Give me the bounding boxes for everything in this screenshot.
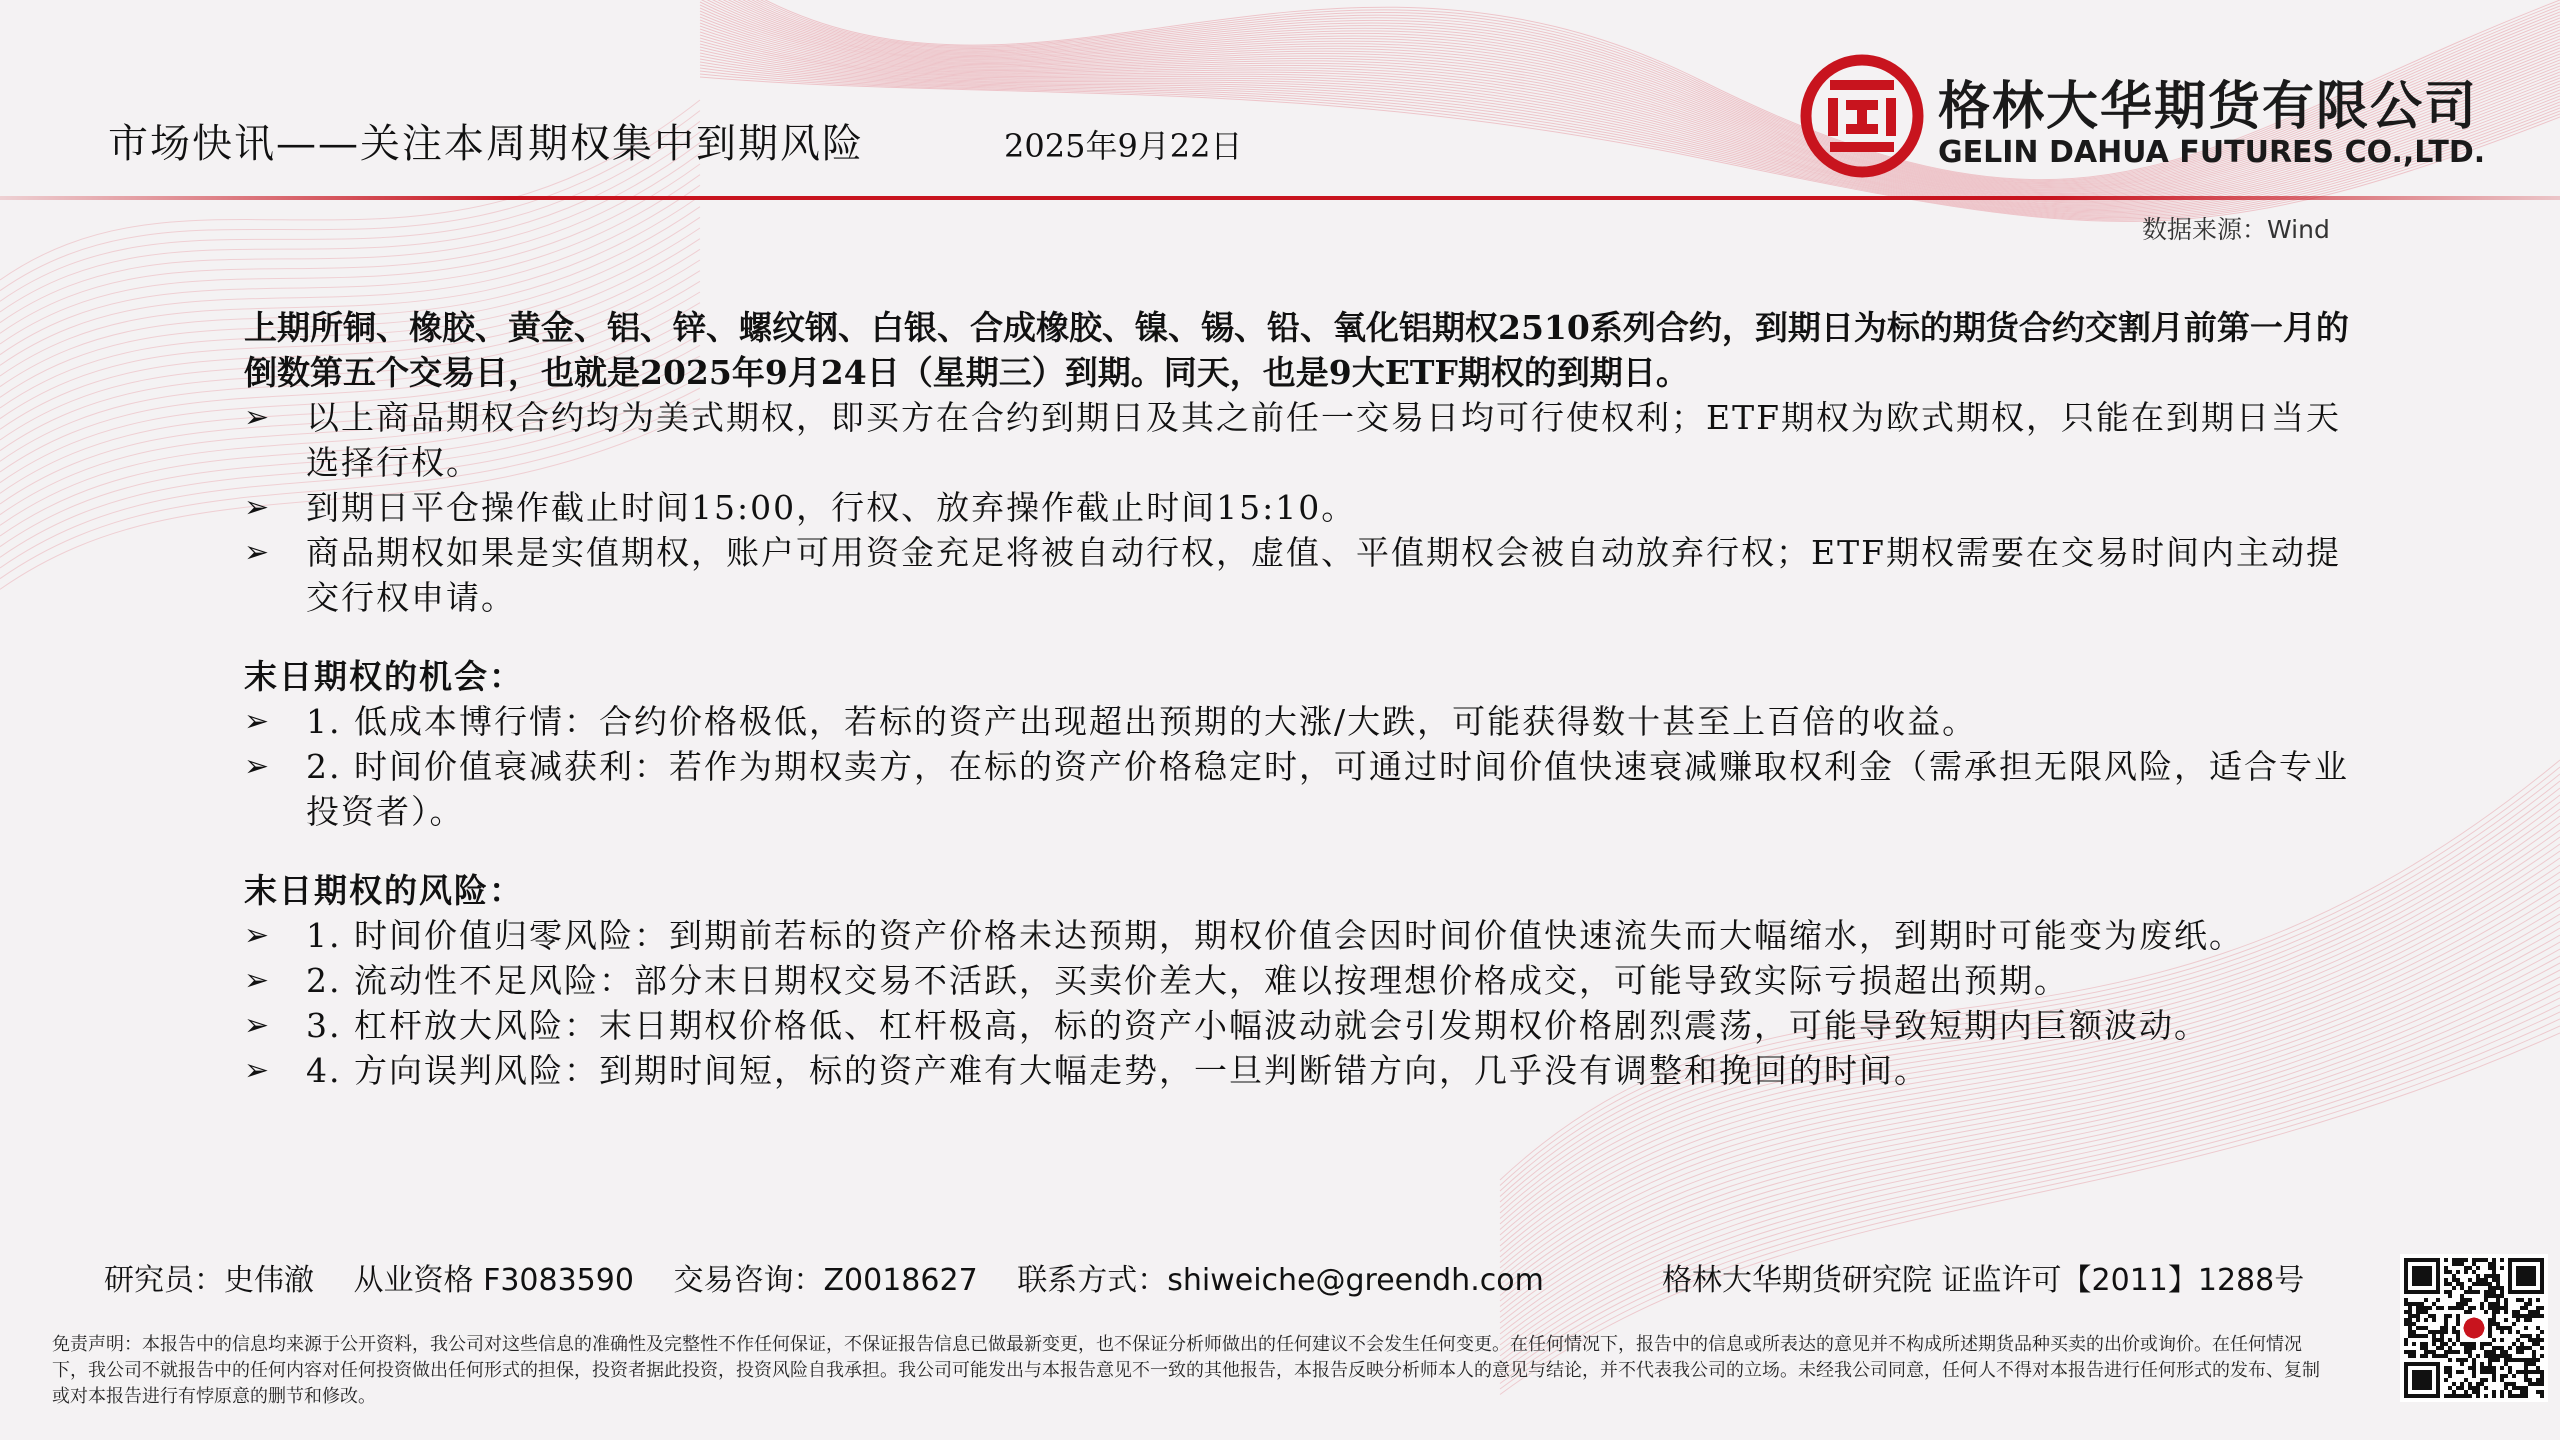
risk-text: 4. 方向误判风险：到期时间短，标的资产难有大幅走势，一旦判断错方向，几乎没有调整和挽回的时间。: [306, 1051, 1929, 1090]
list-item: [244, 485, 2374, 530]
contact-email[interactable]: 联系方式：shiweiche@greendh.com: [1017, 1263, 1544, 1298]
consult-number: 交易咨询：Z0018627: [673, 1263, 978, 1298]
arrow-bullet-icon: ➢: [244, 400, 272, 435]
arrow-bullet-icon: ➢: [244, 704, 272, 739]
opportunities-list: [244, 699, 2374, 834]
institute-license: 格林大华期货研究院 证监许可【2011】1288号: [1662, 1263, 2305, 1298]
rule-text: 以上商品期权合约均为美式期权，即买方在合约到期日及其之前任一交易日均可行使权利；ETF期权为欧式期权，只能在到期日当天选择行权。: [306, 398, 2341, 482]
exercise-rules-list: [244, 395, 2374, 620]
qr-code-icon[interactable]: [2400, 1254, 2548, 1402]
company-logo-icon: [1800, 54, 1924, 178]
author-info: [104, 1255, 1574, 1299]
arrow-bullet-icon: ➢: [244, 535, 272, 570]
list-item: [244, 1048, 2374, 1093]
arrow-bullet-icon: ➢: [244, 490, 272, 525]
list-item: [244, 1003, 2374, 1048]
opportunity-text: 1. 低成本博行情：合约价格极低，若标的资产出现超出预期的大涨/大跌，可能获得数十甚至上百倍的收益。: [306, 702, 1978, 741]
license-number: 从业资格 F3083590: [353, 1263, 634, 1298]
risk-text: 2. 流动性不足风险：部分末日期权交易不活跃，买卖价差大，难以按理想价格成交，可能导致实际亏损超出预期。: [306, 961, 2069, 1000]
arrow-bullet-icon: ➢: [244, 1053, 272, 1088]
risk-text: 3. 杠杆放大风险：末日期权价格低、杠杆极高，标的资产小幅波动就会引发期权价格剧烈震荡，可能导致短期内巨额波动。: [306, 1006, 2209, 1045]
intro-paragraph: 上期所铜、橡胶、黄金、铝、锌、螺纹钢、白银、合成橡胶、镍、锡、铅、氧化铝期权2510系列合约，到期日为标的期货合约交割月前第一月的倒数第五个交易日，也就是2025年9月24日（星期三）到期。同天，也是9大ETF期权的到期日。: [244, 308, 2349, 392]
risk-text: 1. 时间价值归零风险：到期前若标的资产价格未达预期，期权价值会因时间价值快速流失而大幅缩水，到期时可能变为废纸。: [306, 916, 2244, 955]
report-body: [244, 305, 2374, 1093]
list-item: [244, 395, 2374, 485]
data-source: 数据来源：Wind: [2142, 215, 2330, 244]
report-date: 2025年9月22日: [1004, 127, 1243, 165]
company-name-cn: 格林大华期货有限公司: [1938, 77, 2479, 137]
researcher-name: 研究员：史伟澈: [104, 1263, 314, 1298]
list-item: [244, 699, 2374, 744]
list-item: [244, 744, 2374, 834]
rule-text: 商品期权如果是实值期权，账户可用资金充足将被自动行权，虚值、平值期权会被自动放弃行权；ETF期权需要在交易时间内主动提交行权申请。: [306, 533, 2341, 617]
company-name-en: GELIN DAHUA FUTURES CO.,LTD.: [1938, 135, 2486, 170]
arrow-bullet-icon: ➢: [244, 918, 272, 953]
list-item: [244, 530, 2374, 620]
arrow-bullet-icon: ➢: [244, 1008, 272, 1043]
opportunities-heading: 末日期权的机会：: [244, 657, 524, 696]
rule-text: 到期日平仓操作截止时间15:00，行权、放弃操作截止时间15:10。: [306, 488, 1357, 527]
arrow-bullet-icon: ➢: [244, 963, 272, 998]
risks-heading: 末日期权的风险：: [244, 871, 524, 910]
list-item: [244, 958, 2374, 1003]
header-divider: [0, 196, 2560, 200]
page-title: 市场快讯——关注本周期权集中到期风险: [108, 121, 864, 167]
risks-list: [244, 913, 2374, 1093]
disclaimer-text: 免责声明：本报告中的信息均来源于公开资料，我公司对这些信息的准确性及完整性不作任何保证，不保证报告信息已做最新变更，也不保证分析师做出的任何建议不会发生任何变更。在任何情况下，报告中的信息或所表达的意见并不构成所述期货品种买卖的出价或询价。在任何情况下，我公司不就报告中的任何内容对任何投资做出任何形式的担保，投资者据此投资，投资风险自我承担。我公司可能发出与本报告意见不一致的其他报告，本报告反映分析师本人的意见与结论，并不代表我公司的立场。未经我公司同意，任何人不得对本报告进行任何形式的发布、复制或对本报告进行有悖原意的删节和修改。: [52, 1334, 2320, 1407]
opportunity-text: 2. 时间价值衰减获利：若作为期权卖方，在标的资产价格稳定时，可通过时间价值快速衰减赚取权利金（需承担无限风险，适合专业投资者）。: [306, 747, 2349, 831]
arrow-bullet-icon: ➢: [244, 749, 272, 784]
list-item: [244, 913, 2374, 958]
